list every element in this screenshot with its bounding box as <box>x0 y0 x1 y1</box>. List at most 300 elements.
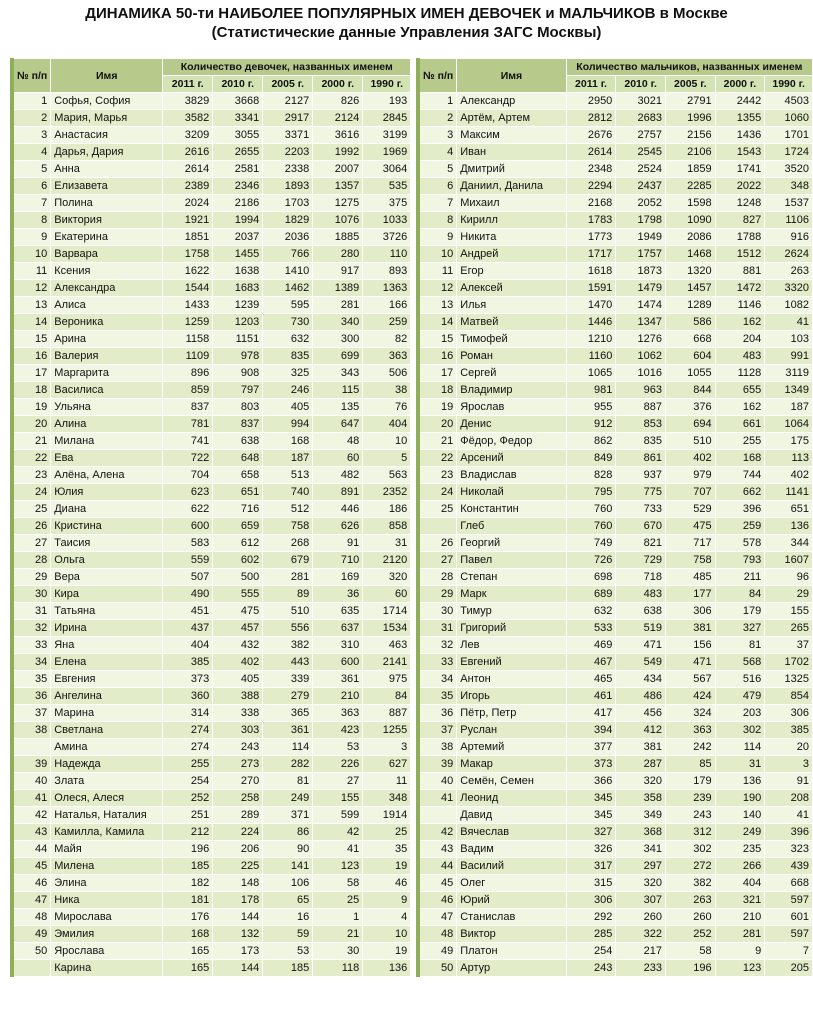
row-number: 26 <box>418 535 457 552</box>
table-row <box>12 178 411 195</box>
count-2011: 306 <box>566 892 616 909</box>
count-2010: 144 <box>213 909 263 926</box>
count-2000: 2007 <box>313 161 363 178</box>
count-2011: 168 <box>163 926 213 943</box>
row-number <box>418 518 457 535</box>
row-name: Яна <box>51 637 163 654</box>
count-2011: 862 <box>566 433 616 450</box>
girls-table <box>10 58 411 977</box>
count-2010: 2683 <box>616 110 666 127</box>
count-2011: 1158 <box>163 331 213 348</box>
count-2011: 1591 <box>566 280 616 297</box>
count-2000: 2124 <box>313 110 363 127</box>
row-name: Константин <box>457 501 566 518</box>
row-name: Майя <box>51 841 163 858</box>
row-number: 12 <box>12 280 51 297</box>
count-1990: 385 <box>765 722 813 739</box>
count-1990: 37 <box>765 637 813 654</box>
count-2010: 1683 <box>213 280 263 297</box>
count-2000: 91 <box>313 535 363 552</box>
count-2011: 196 <box>163 841 213 858</box>
count-2011: 559 <box>163 552 213 569</box>
row-name: Давид <box>457 807 566 824</box>
table-row <box>12 603 411 620</box>
count-1990: 323 <box>765 841 813 858</box>
count-2011: 781 <box>163 416 213 433</box>
count-1990: 854 <box>765 688 813 705</box>
count-2000: 1128 <box>715 365 765 382</box>
count-2011: 507 <box>163 569 213 586</box>
count-1990: 3199 <box>363 127 411 144</box>
row-number <box>418 807 457 824</box>
count-2011: 760 <box>566 518 616 535</box>
count-2010: 1474 <box>616 297 666 314</box>
count-1990: 25 <box>363 824 411 841</box>
count-2000: 1436 <box>715 127 765 144</box>
row-name: Ирина <box>51 620 163 637</box>
row-name: Семён, Семен <box>457 773 566 790</box>
row-number: 47 <box>418 909 457 926</box>
count-2000: 482 <box>313 467 363 484</box>
count-2000: 699 <box>313 348 363 365</box>
count-2000: 135 <box>313 399 363 416</box>
count-2005: 844 <box>665 382 715 399</box>
count-1990: 193 <box>363 93 411 110</box>
count-2011: 373 <box>163 671 213 688</box>
table-row <box>12 127 411 144</box>
count-2011: 1758 <box>163 246 213 263</box>
count-2010: 225 <box>213 858 263 875</box>
count-1990: 19 <box>363 943 411 960</box>
count-1990: 1714 <box>363 603 411 620</box>
count-1990: 3 <box>363 739 411 756</box>
row-number: 48 <box>12 909 51 926</box>
count-2010: 303 <box>213 722 263 739</box>
count-1990: 60 <box>363 586 411 603</box>
count-2010: 243 <box>213 739 263 756</box>
count-2000: 1076 <box>313 212 363 229</box>
row-number: 20 <box>418 416 457 433</box>
count-2010: 837 <box>213 416 263 433</box>
count-2000: 827 <box>715 212 765 229</box>
count-2000: 3616 <box>313 127 363 144</box>
count-2000: 1512 <box>715 246 765 263</box>
table-row <box>12 433 411 450</box>
row-name: Арсений <box>457 450 566 467</box>
count-2011: 726 <box>566 552 616 569</box>
count-2005: 141 <box>263 858 313 875</box>
count-2010: 1873 <box>616 263 666 280</box>
header-year: 2011 г. <box>566 76 616 93</box>
count-1990: 344 <box>765 535 813 552</box>
count-2010: 729 <box>616 552 666 569</box>
table-row <box>12 926 411 943</box>
row-number: 5 <box>418 161 457 178</box>
count-1990: 887 <box>363 705 411 722</box>
count-2010: 148 <box>213 875 263 892</box>
row-name: Даниил, Данила <box>457 178 566 195</box>
count-2005: 1457 <box>665 280 715 297</box>
count-2005: 1829 <box>263 212 313 229</box>
count-2000: 310 <box>313 637 363 654</box>
count-2011: 1921 <box>163 212 213 229</box>
count-2000: 1275 <box>313 195 363 212</box>
count-2000: 36 <box>313 586 363 603</box>
row-name: Матвей <box>457 314 566 331</box>
row-number: 1 <box>418 93 457 110</box>
row-name: Макар <box>457 756 566 773</box>
row-name: Полина <box>51 195 163 212</box>
count-2000: 114 <box>715 739 765 756</box>
row-name: Максим <box>457 127 566 144</box>
count-2011: 404 <box>163 637 213 654</box>
count-2000: 210 <box>715 909 765 926</box>
count-1990: 155 <box>765 603 813 620</box>
count-1990: 375 <box>363 195 411 212</box>
count-1990: 5 <box>363 450 411 467</box>
row-number: 40 <box>12 773 51 790</box>
table-row <box>12 960 411 977</box>
table-row <box>418 450 813 467</box>
row-name: Василий <box>457 858 566 875</box>
row-number: 4 <box>418 144 457 161</box>
row-number: 32 <box>418 637 457 654</box>
row-name: Сергей <box>457 365 566 382</box>
table-row <box>12 654 411 671</box>
count-2000: 21 <box>313 926 363 943</box>
count-2010: 341 <box>616 841 666 858</box>
count-2000: 661 <box>715 416 765 433</box>
count-2000: 1472 <box>715 280 765 297</box>
count-2010: 173 <box>213 943 263 960</box>
row-number: 19 <box>418 399 457 416</box>
count-1990: 1255 <box>363 722 411 739</box>
count-1990: 29 <box>765 586 813 603</box>
row-name: Надежда <box>51 756 163 773</box>
count-2010: 638 <box>213 433 263 450</box>
count-1990: 402 <box>765 467 813 484</box>
count-2010: 224 <box>213 824 263 841</box>
count-2011: 2616 <box>163 144 213 161</box>
boys-table <box>416 58 813 977</box>
count-2005: 239 <box>665 790 715 807</box>
row-number: 15 <box>12 331 51 348</box>
count-2000: 226 <box>313 756 363 773</box>
count-1990: 166 <box>363 297 411 314</box>
count-1990: 136 <box>363 960 411 977</box>
count-1990: 4503 <box>765 93 813 110</box>
table-row <box>12 620 411 637</box>
row-name: Василиса <box>51 382 163 399</box>
table-row <box>418 943 813 960</box>
count-1990: 668 <box>765 875 813 892</box>
table-row <box>418 144 813 161</box>
count-2005: 177 <box>665 586 715 603</box>
count-1990: 9 <box>363 892 411 909</box>
count-2000: 60 <box>313 450 363 467</box>
count-2005: 717 <box>665 535 715 552</box>
count-1990: 1534 <box>363 620 411 637</box>
count-2005: 179 <box>665 773 715 790</box>
count-1990: 1607 <box>765 552 813 569</box>
count-2005: 694 <box>665 416 715 433</box>
count-2000: 281 <box>715 926 765 943</box>
row-number: 48 <box>418 926 457 943</box>
count-2000: 118 <box>313 960 363 977</box>
row-name: Карина <box>51 960 163 977</box>
row-name: Маргарита <box>51 365 163 382</box>
count-2005: 2156 <box>665 127 715 144</box>
count-1990: 20 <box>765 739 813 756</box>
count-2005: 85 <box>665 756 715 773</box>
count-2005: 382 <box>665 875 715 892</box>
count-2005: 365 <box>263 705 313 722</box>
count-2000: 123 <box>715 960 765 977</box>
row-name: Леонид <box>457 790 566 807</box>
row-number: 23 <box>12 467 51 484</box>
row-name: Никита <box>457 229 566 246</box>
row-number: 8 <box>418 212 457 229</box>
table-row <box>12 756 411 773</box>
row-number: 11 <box>12 263 51 280</box>
header-number: № п/п <box>418 59 457 93</box>
count-2011: 2348 <box>566 161 616 178</box>
count-2010: 2545 <box>616 144 666 161</box>
count-2011: 1783 <box>566 212 616 229</box>
count-2005: 510 <box>263 603 313 620</box>
table-row <box>418 586 813 603</box>
row-name: Роман <box>457 348 566 365</box>
count-1990: 265 <box>765 620 813 637</box>
count-2000: 235 <box>715 841 765 858</box>
count-2011: 689 <box>566 586 616 603</box>
header-name: Имя <box>457 59 566 93</box>
count-2011: 461 <box>566 688 616 705</box>
count-2011: 274 <box>163 739 213 756</box>
row-name: Елена <box>51 654 163 671</box>
count-2010: 2037 <box>213 229 263 246</box>
row-number: 44 <box>418 858 457 875</box>
header-year: 1990 г. <box>765 76 813 93</box>
table-row <box>12 909 411 926</box>
count-2000: 280 <box>313 246 363 263</box>
count-1990: 76 <box>363 399 411 416</box>
row-name: Софья, София <box>51 93 163 110</box>
count-2005: 485 <box>665 569 715 586</box>
count-2000: 249 <box>715 824 765 841</box>
table-row <box>418 841 813 858</box>
count-1990: 91 <box>765 773 813 790</box>
row-number: 36 <box>418 705 457 722</box>
count-2010: 2052 <box>616 195 666 212</box>
count-2010: 1062 <box>616 348 666 365</box>
count-2011: 314 <box>163 705 213 722</box>
count-2011: 622 <box>163 501 213 518</box>
count-2010: 2186 <box>213 195 263 212</box>
table-row <box>418 467 813 484</box>
count-2010: 178 <box>213 892 263 909</box>
count-1990: 11 <box>363 773 411 790</box>
count-2000: 578 <box>715 535 765 552</box>
count-2005: 1289 <box>665 297 715 314</box>
table-row <box>12 263 411 280</box>
row-number: 14 <box>418 314 457 331</box>
count-2010: 338 <box>213 705 263 722</box>
row-name: Вера <box>51 569 163 586</box>
table-row <box>12 586 411 603</box>
count-2011: 1470 <box>566 297 616 314</box>
count-2005: 371 <box>263 807 313 824</box>
count-2000: 343 <box>313 365 363 382</box>
row-number: 6 <box>418 178 457 195</box>
count-2011: 1717 <box>566 246 616 263</box>
table-row <box>418 688 813 705</box>
count-2011: 837 <box>163 399 213 416</box>
row-number: 15 <box>418 331 457 348</box>
count-2011: 2676 <box>566 127 616 144</box>
table-row <box>418 246 813 263</box>
boys-table-body <box>418 93 813 977</box>
table-row <box>418 569 813 586</box>
row-number: 32 <box>12 620 51 637</box>
girls-table-body <box>12 93 411 977</box>
row-name: Ярослава <box>51 943 163 960</box>
count-1990: 84 <box>363 688 411 705</box>
row-number: 27 <box>418 552 457 569</box>
row-number: 1 <box>12 93 51 110</box>
count-2000: 361 <box>313 671 363 688</box>
count-2000: 1357 <box>313 178 363 195</box>
count-2010: 2581 <box>213 161 263 178</box>
count-2010: 322 <box>616 926 666 943</box>
count-2000: 1355 <box>715 110 765 127</box>
count-2010: 217 <box>616 943 666 960</box>
count-2010: 432 <box>213 637 263 654</box>
row-number: 46 <box>12 875 51 892</box>
table-row <box>12 705 411 722</box>
count-2005: 979 <box>665 467 715 484</box>
table-row <box>418 773 813 790</box>
count-1990: 2141 <box>363 654 411 671</box>
count-2005: 443 <box>263 654 313 671</box>
count-2010: 368 <box>616 824 666 841</box>
table-row <box>418 263 813 280</box>
table-row <box>12 858 411 875</box>
count-1990: 348 <box>765 178 813 195</box>
count-2005: 1462 <box>263 280 313 297</box>
table-row <box>418 518 813 535</box>
count-2011: 251 <box>163 807 213 824</box>
header-year: 1990 г. <box>363 76 411 93</box>
row-name: Александр <box>457 93 566 110</box>
count-2000: 81 <box>715 637 765 654</box>
count-1990: 2120 <box>363 552 411 569</box>
count-2010: 1798 <box>616 212 666 229</box>
count-2010: 2437 <box>616 178 666 195</box>
count-2010: 1757 <box>616 246 666 263</box>
count-2011: 1622 <box>163 263 213 280</box>
count-2010: 638 <box>616 603 666 620</box>
count-2011: 2024 <box>163 195 213 212</box>
row-number: 46 <box>418 892 457 909</box>
count-2011: 749 <box>566 535 616 552</box>
count-2010: 258 <box>213 790 263 807</box>
count-2005: 405 <box>263 399 313 416</box>
count-1990: 113 <box>765 450 813 467</box>
row-number: 38 <box>12 722 51 739</box>
count-2005: 86 <box>263 824 313 841</box>
count-1990: 439 <box>765 858 813 875</box>
table-row <box>418 178 813 195</box>
count-2010: 908 <box>213 365 263 382</box>
row-name: Дарья, Дария <box>51 144 163 161</box>
count-2000: 710 <box>313 552 363 569</box>
row-number: 49 <box>12 926 51 943</box>
count-2010: 1994 <box>213 212 263 229</box>
count-2011: 1160 <box>566 348 616 365</box>
count-2005: 89 <box>263 586 313 603</box>
count-2010: 388 <box>213 688 263 705</box>
row-number: 30 <box>418 603 457 620</box>
count-2000: 27 <box>313 773 363 790</box>
row-name: Платон <box>457 943 566 960</box>
row-name: Кирилл <box>457 212 566 229</box>
row-name: Андрей <box>457 246 566 263</box>
row-name: Денис <box>457 416 566 433</box>
row-number: 11 <box>418 263 457 280</box>
count-1990: 306 <box>765 705 813 722</box>
count-2000: 483 <box>715 348 765 365</box>
count-2010: 3341 <box>213 110 263 127</box>
count-2010: 670 <box>616 518 666 535</box>
table-row <box>418 790 813 807</box>
count-2000: 1741 <box>715 161 765 178</box>
count-2010: 273 <box>213 756 263 773</box>
count-2000: 600 <box>313 654 363 671</box>
row-number: 10 <box>418 246 457 263</box>
count-2000: 1389 <box>313 280 363 297</box>
count-2000: 140 <box>715 807 765 824</box>
count-2011: 955 <box>566 399 616 416</box>
row-number: 3 <box>12 127 51 144</box>
count-2011: 182 <box>163 875 213 892</box>
count-2011: 912 <box>566 416 616 433</box>
count-1990: 1537 <box>765 195 813 212</box>
count-2011: 741 <box>163 433 213 450</box>
count-2011: 417 <box>566 705 616 722</box>
count-2005: 114 <box>263 739 313 756</box>
count-2010: 358 <box>616 790 666 807</box>
count-1990: 991 <box>765 348 813 365</box>
table-row <box>12 773 411 790</box>
count-1990: 1082 <box>765 297 813 314</box>
table-row <box>12 841 411 858</box>
count-1990: 1914 <box>363 807 411 824</box>
count-2011: 255 <box>163 756 213 773</box>
count-2000: 9 <box>715 943 765 960</box>
table-row <box>418 654 813 671</box>
count-2011: 3209 <box>163 127 213 144</box>
row-name: Екатерина <box>51 229 163 246</box>
row-number: 24 <box>418 484 457 501</box>
count-2011: 828 <box>566 467 616 484</box>
count-1990: 320 <box>363 569 411 586</box>
count-2005: 1893 <box>263 178 313 195</box>
count-2010: 733 <box>616 501 666 518</box>
count-2005: 2106 <box>665 144 715 161</box>
row-number: 22 <box>12 450 51 467</box>
table-row <box>418 382 813 399</box>
